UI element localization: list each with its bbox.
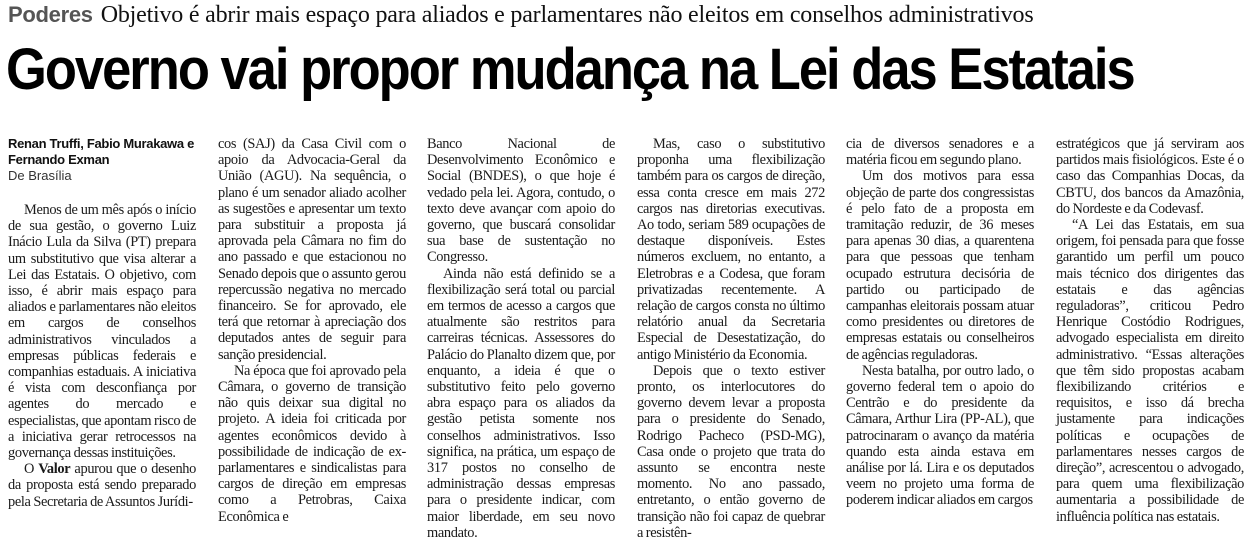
paragraph: Depois que o texto estiver pronto, os interlocutores do governo devem levar a proposta para o presidente do Senado, Rodrigo Pacheco (PSD-MG), Casa onde o projeto que trata do assunto se encontra neste momento. No ano passado, entretanto, o então governo de transição não foi capaz de quebrar a resistên-	[637, 362, 825, 541]
newspaper-name: Valor	[38, 461, 71, 478]
paragraph: estratégicos que já serviram aos partidos mais fisiológicos. Este é o caso das Companhias Docas, da CBTU, dos bancos da Amazônia, do Nordeste e da Codevasf.	[1056, 136, 1244, 217]
paragraph	[8, 461, 196, 510]
byline-authors-line2: Fernando Exman	[8, 152, 110, 167]
paragraph: Na época que foi aprovado pela Câmara, o governo de transição não quis deixar sua digital no projeto. A ideia foi criticada por agentes econômicos devido à possibilidade de indicação de ex-parlamentares e sindicalistas para cargos de direção em empresas como a Petrobras, Caixa Econômica e	[218, 362, 406, 525]
column-6	[1056, 136, 1244, 525]
byline	[8, 136, 196, 168]
paragraph-rest: apurou que o desenho da proposta está sendo preparado pela Secretaria de Assuntos Jurídi-	[8, 461, 196, 510]
kicker	[8, 2, 1033, 32]
paragraph: Banco Nacional de Desenvolvimento Econômico e Social (BNDES), o que hoje é vedado pela lei. Agora, contudo, o texto deve avançar com apoio do governo, que buscará consolidar sua base de sustentação no Congresso.	[427, 136, 615, 266]
column-3	[427, 136, 615, 541]
paragraph: cos (SAJ) da Casa Civil com o apoio da Advocacia-Geral da União (AGU). Na sequência, o plano é um senador aliado acolher as sugestões e apresentar um texto para substituir a proposta já aprovada pela Câmara no fim do ano passado e que estacionou no Senado depois que o assunto gerou repercussão negativa no mercado financeiro. Se for aprovado, ele terá que retornar à apreciação dos deputados antes de seguir para sanção presidencial.	[218, 136, 406, 363]
paragraph: Um dos motivos para essa objeção de parte dos congressistas é pelo fato de a proposta em tramitação reduzir, de 36 meses para apenas 30 dias, a quarentena para que pessoas que tenham ocupado estrutura decisória de partido ou participado de campanhas eleitorais possam atuar como presidentes ou diretores de empresas estatais ou conselheiros de agências reguladoras.	[846, 168, 1034, 363]
subtitle: Objetivo é abrir mais espaço para aliados e parlamentares não eleitos em conselhos administrativos	[100, 2, 1034, 28]
paragraph: Ainda não está definido se a flexibilização será total ou parcial em termos de acesso a cargos que atualmente são restritos para carreiras técnicas. Assessores do Palácio do Planalto dizem que, por enquanto, a ideia é que o substitutivo feito pelo governo abra espaço para os aliados da gestão petista somente nos conselhos administrativos. Isso significa, na prática, um espaço de 317 postos no conselho de administração dessas empresas para o presidente indicar, com maior liberdade, em seu novo mandato.	[427, 265, 615, 541]
paragraph-lead: O	[24, 461, 39, 478]
section-tag: Poderes	[8, 2, 93, 27]
paragraph: cia de diversos senadores e a matéria ficou em segundo plano.	[846, 136, 1034, 169]
paragraph: Menos de um mês após o início de sua gestão, o governo Luiz Inácio Lula da Silva (PT) prepara um substitutivo que visa alterar a Lei das Estatais. O objetivo, com isso, é abrir mais espaço para aliados e parlamentares não eleitos em cargos de conselhos administrativos vinculados a empresas públicas federais e companhias estaduais. A iniciativa é vista com desconfiança por agentes do mercado e especialistas, que apontam risco de a iniciativa gerar retrocessos na governança dessas instituições.	[8, 202, 196, 462]
column-5	[846, 136, 1034, 509]
column-4	[637, 136, 825, 541]
column-1	[8, 136, 196, 510]
paragraph: Nesta batalha, por outro lado, o governo federal tem o apoio do Centrão e do presidente da Câmara, Arthur Lira (PP-AL), que patrocinaram o avanço da matéria quando esta ainda estava em análise por lá. Lira e os deputados veem no projeto uma forma de poderem indicar aliados em cargos	[846, 362, 1034, 509]
headline: Governo vai propor mudança na Lei das Estatais	[6, 37, 1134, 102]
byline-authors-line1: Renan Truffi, Fabio Murakawa e	[8, 136, 195, 151]
dateline: De Brasília	[8, 168, 72, 183]
column-2	[218, 136, 406, 525]
paragraph: “A Lei das Estatais, em sua origem, foi pensada para que fosse garantido um perfil um pouco mais técnico dos dirigentes das estatais e das agências reguladoras”, criticou Pedro Henrique Costódio Rodrigues, advogado especialista em direito administrativo. “Essas alterações que têm sido propostas acabam flexibilizando critérios e requisitos, e isso dá brecha justamente para indicações políticas e ocupações de parlamentares nesses cargos de direção”, acrescentou o advogado, para quem uma flexibilização aumentaria a possibilidade de influência política nas estatais.	[1056, 217, 1244, 525]
paragraph: Mas, caso o substitutivo proponha uma flexibilização também para os cargos de direção, essa conta cresce em mais 272 cargos nas diretorias executivas. Ao todo, seriam 589 ocupações de destaque disponíveis. Estes números excluem, no entanto, a Eletrobras e a Codesa, que foram privatizadas recentemente. A relação de cargos consta no último relatório anual da Secretaria Especial de Desestatização, do antigo Ministério da Economia.	[637, 136, 825, 363]
